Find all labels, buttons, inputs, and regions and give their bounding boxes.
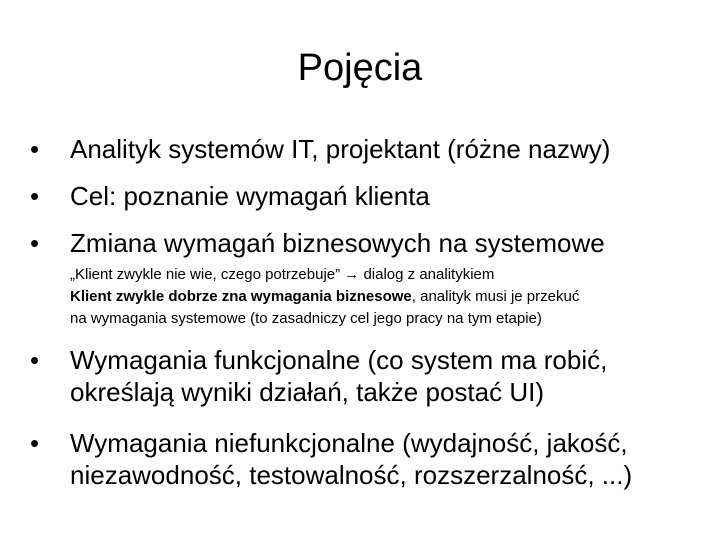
bullet-text-continuation: niezawodność, testowalność, rozszerzalność, ...) (70, 460, 633, 490)
bullet-item (30, 180, 710, 212)
bullet-icon: • (30, 134, 40, 164)
bullet-text-continuation: określają wyniki działań, także postać UI) (70, 377, 544, 407)
bullet-icon: • (30, 228, 40, 258)
slide-title: Pojęcia (297, 47, 423, 89)
bullet-item (30, 133, 710, 165)
bullet-text: Analityk systemów IT, projektant (różne nazwy) (70, 134, 611, 164)
bullet-text: Wymagania niefunkcjonalne (wydajność, jakość, (70, 428, 628, 458)
bullet-icon: • (30, 181, 40, 211)
bullet-icon: • (30, 428, 40, 458)
detail-line: „Klient zwykle nie wie, czego potrzebuje” → dialog z analitykiem (70, 266, 495, 283)
detail-text: , analityk musi je przekuć (411, 288, 580, 305)
bullet-text: Cel: poznanie wymagań klienta (70, 181, 430, 211)
bullet-text: Zmiana wymagań biznesowych na systemowe (70, 228, 605, 258)
bullet-icon: • (30, 345, 40, 375)
bullet-item (30, 427, 710, 491)
bullet-item (30, 344, 710, 408)
detail-line: na wymagania systemowe (to zasadniczy cel jego pracy na tym etapie) (70, 310, 542, 327)
detail-emphasis: Klient zwykle dobrze zna wymagania biznesowe (70, 288, 412, 305)
bullet-text: Wymagania funkcjonalne (co system ma robić, (70, 345, 608, 375)
bullet-item (30, 227, 710, 259)
detail-line (70, 286, 710, 307)
